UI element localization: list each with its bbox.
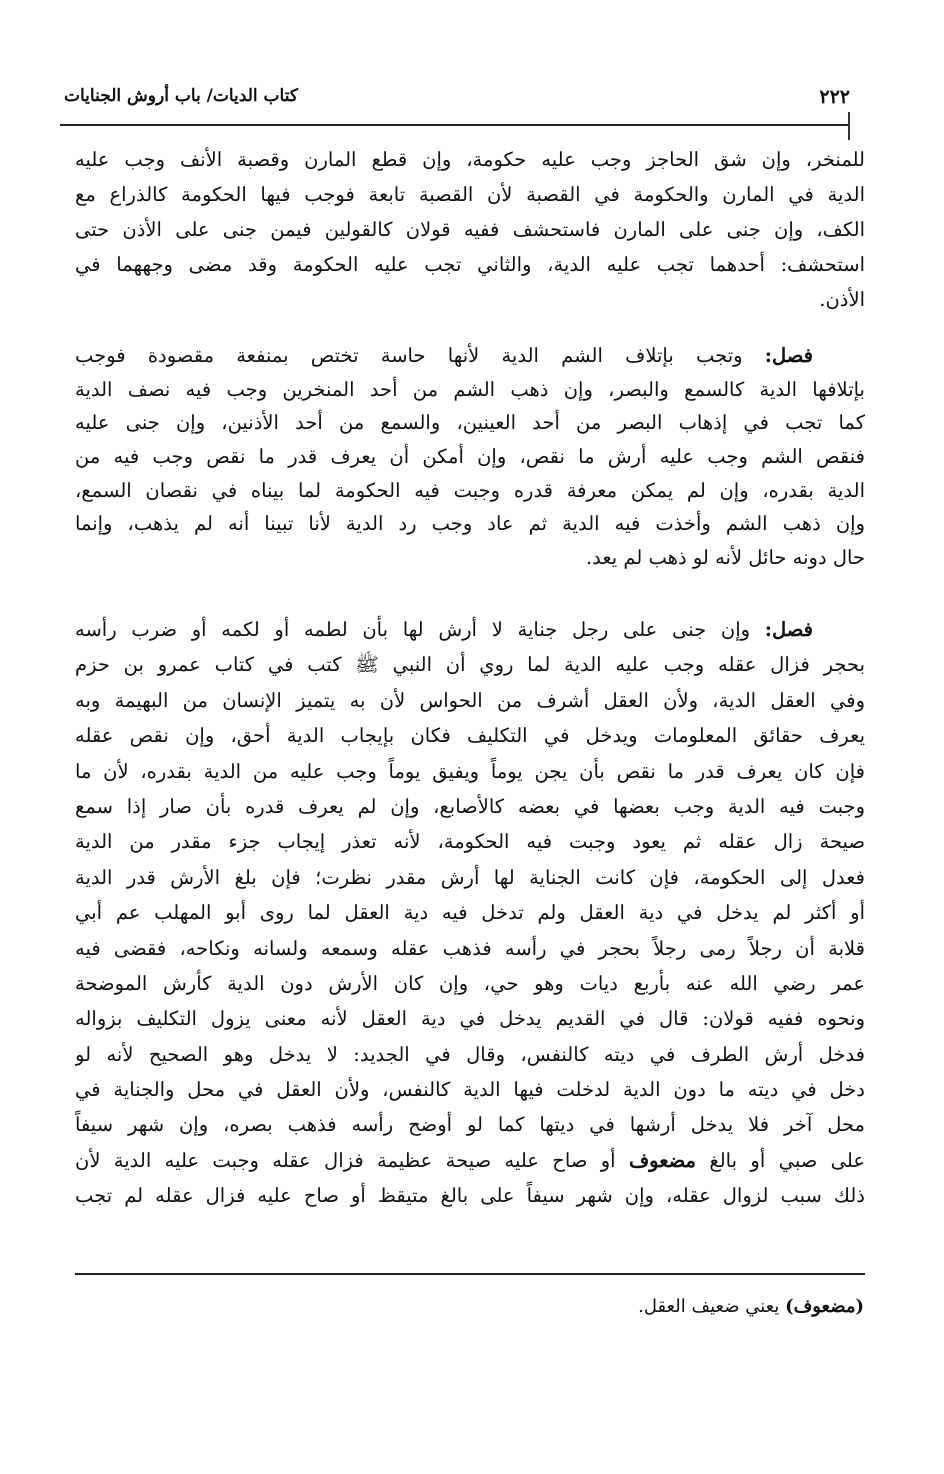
text-line: بحجر فزال عقله وجب عليه الدية لما روي أن النبي ﷺ كتب في كتاب عمرو بن حزم xyxy=(75,653,865,677)
text-line: قلابة أن رجلاً رمى رجلاً بحجر في رأسه فذهب عقله وسمعه ولسانه ونكاحه، فقضى فيه xyxy=(75,936,865,960)
footnote-rule xyxy=(75,1273,865,1275)
text-line: دخل في ديته ما دون الدية لدخلت فيها الدية كالنفس، ولأن العقل في محل والجناية في xyxy=(75,1078,865,1102)
text-line-body: وإن جنى على رجل جناية لا أرش لها بأن لطمه أو لكمه أو ضرب رأسه xyxy=(75,618,751,641)
paragraph-intellect xyxy=(75,612,865,1214)
text-line-body: وتجب بإتلاف الشم الدية لأنها حاسة تختص بمنفعة مقصودة فوجب xyxy=(75,344,743,367)
text-line: ونحوه ففيه قولان: قال في القديم يدخل في دية العقل لأنه معنى يزول التكليف بزواله xyxy=(75,1007,865,1031)
text-line: الدية في المارن والحكومة في القصبة لأن القصبة تابعة فوجب فيها الحكومة كالذراع مع xyxy=(75,183,865,206)
footnote-term: (مضعوف) xyxy=(785,1296,864,1317)
text-line: فإن كان يعرف قدر ما نقص بأن يجن يوماً ويفيق يوماً وجب عليه من الدية بقدره، لأن ما xyxy=(75,759,865,783)
text-line: فدخل أرش الطرف في ديته كالنفس، وقال في الجديد: لا يدخل وهو الصحيح لأنه لو xyxy=(75,1042,865,1066)
section-label: فصل: xyxy=(764,344,813,367)
text-line: عمر رضي الله عنه بأربع ديات وهو حي، وإن كان الأرش دون الدية كأرش الموضحة xyxy=(75,971,865,995)
header-rule xyxy=(60,124,850,126)
header-tick-mark xyxy=(848,112,850,140)
text-line: محل آخر فلا يدخل أرشها في ديتها كما لو أوضح رأسه فذهب بصره، وإن شهر سيفاً xyxy=(75,1113,865,1137)
text-line: استحشف: أحدهما تجب عليه الدية، والثاني تجب عليه الحكومة وقد مضى وجههما في xyxy=(75,253,865,276)
text-line: الأذن. xyxy=(819,288,865,311)
text-line xyxy=(75,1143,865,1178)
text-line: ذلك سبب لزوال عقله، وإن شهر سيفاً على بالغ متيقظ أو صاح عليه فزال عقله لم تجب xyxy=(75,1184,865,1208)
text-line: صيحة زال عقله ثم يعود وجبت فيه الحكومة، لأنه تعذر إيجاب جزء مقدر من الدية xyxy=(75,830,865,854)
text-line: وجبت فيه الدية وجب بعضها في بعضه كالأصابع، وإن لم يعرف قدره بأن صار إذا سمع xyxy=(75,794,865,818)
running-title: كتاب الديات/ باب أروش الجنايات xyxy=(64,86,298,106)
paragraph-continuation xyxy=(75,142,865,317)
text-line: يعرف حقائق المعلومات ويدخل في التكليف فكان بإيجاب الدية أحق، وإن نقص عقله xyxy=(75,724,865,748)
text-line: فنقص الشم وجب عليه أرش ما نقص، وإن أمكن أن يعرف قدر ما نقص وجب فيه من xyxy=(75,445,865,469)
text-line: فعدل إلى الحكومة، فإن كانت الجناية لها أرش مقدر نظرت؛ فإن بلغ الأرش قدر الدية xyxy=(75,865,865,889)
text-line: الكف، وإن جنى على المارن فاستحشف ففيه قولان كالقولين فيمن جنى على الأذن حتى xyxy=(75,218,865,241)
text-line: وإن ذهب الشم وأخذت فيه الدية ثم عاد وجب رد الدية لأنا تبينا أنه لم يذهب، وإنما xyxy=(75,512,865,536)
text-line: للمنخر، وإن شق الحاجز وجب عليه حكومة، وإن قطع المارن وقصبة الأنف وجب عليه xyxy=(75,148,865,171)
text-segment: على صبي أو بالغ xyxy=(709,1148,865,1172)
text-line xyxy=(75,612,865,647)
footnote xyxy=(638,1296,864,1317)
paragraph-smell xyxy=(75,339,865,575)
text-line: بإتلافها الدية كالسمع والبصر، وإن ذهب الشم من أحد المنخرين وجب فيه نصف الدية xyxy=(75,377,865,401)
text-line xyxy=(75,339,865,373)
text-line: الدية بقدره، وإن لم يمكن معرفة قدره وجبت فيه الحكومة لما بيناه في نقصان السمع، xyxy=(75,478,865,502)
text-line: أو أكثر لم يدخل في دية العقل ولم تدخل فيه دية العقل لما روى أبو المهلب عم أبي xyxy=(75,901,865,925)
text-segment: أو صاح عليه صيحة عظيمة فزال عقله وجبت عليه الدية لأن xyxy=(75,1148,616,1172)
footnoted-term: مضعوف xyxy=(628,1148,696,1172)
text-line: كما تجب في إذهاب البصر من أحد العينين، والسمع من أحد الأذنين، وإن جنى عليه xyxy=(75,411,865,435)
footnote-text: يعني ضعيف العقل. xyxy=(638,1296,780,1317)
page-number: ٢٢٢ xyxy=(819,86,850,108)
text-line: وفي العقل الدية، ولأن العقل أشرف من الحواس لأن به يتميز الإنسان من البهيمة وبه xyxy=(75,688,865,712)
section-label: فصل: xyxy=(764,618,813,641)
text-line: حال دونه حائل لأنه لو ذهب لم يعد. xyxy=(585,546,865,570)
